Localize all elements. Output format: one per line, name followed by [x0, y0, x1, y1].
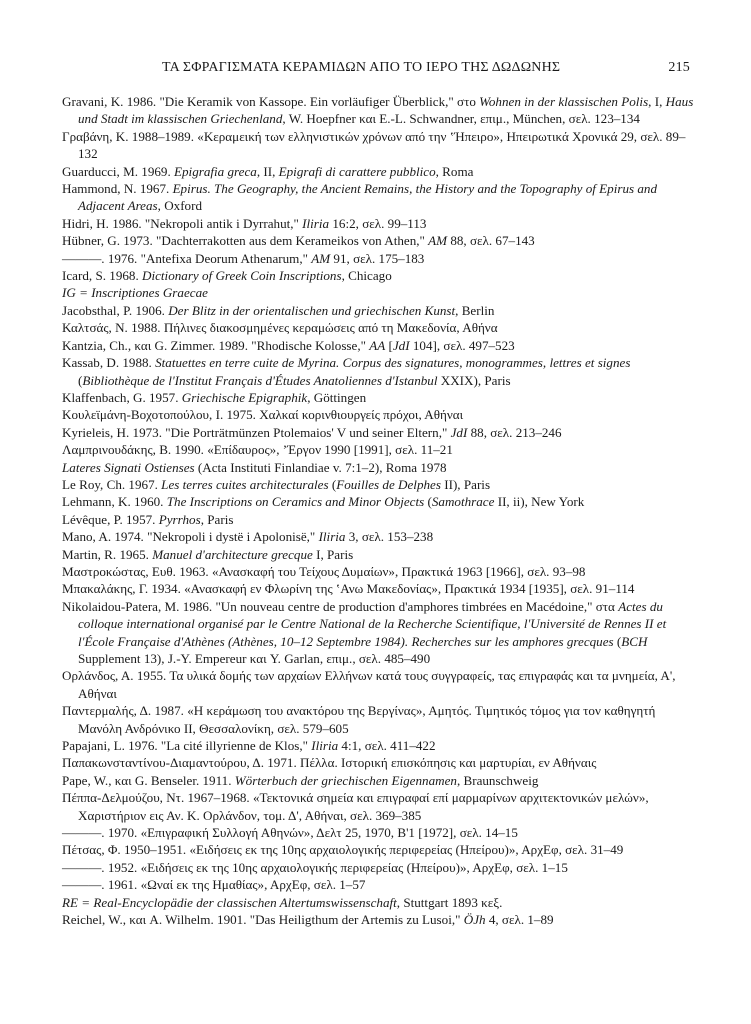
entry-text: Guarducci, M. 1969. [62, 163, 175, 179]
entry-italic-text: Der Blitz in der orientalischen und griechischen Kunst [168, 302, 456, 318]
bibliography-entry [62, 250, 694, 267]
entry-text: , I, [648, 94, 666, 109]
entry-italic-text: Actes du colloque international organisé par le Centre National de la Recherche Scientifique, l'Université de Rennes II et l'École Française d'Athènes (Athènes, 10–12 Septembre 1984). Recherches sur les amphores grecques [78, 598, 667, 649]
bibliography-entry [62, 389, 694, 406]
entry-text: 91, σελ. 175–183 [330, 250, 425, 266]
entry-italic-text: Samothrace [431, 494, 495, 510]
bibliography-entry [62, 284, 694, 301]
entry-text: Lévêque, P. 1957. [62, 511, 159, 527]
bibliography-entry [62, 737, 694, 754]
bibliography-entry [62, 841, 694, 858]
entry-text: Μπακαλάκης, Γ. 1934. «Ανασκαφή εν Φλωρίνη της ʽΑνω Μακεδονίας», Πρακτικά 1934 [1935], σελ. 91–114 [62, 581, 635, 597]
entry-text: Παπακωνσταντίνου-Διαμαντούρου, Δ. 1971. Πέλλα. Ιστορική επισκόπησις και μαρτυρίαι, εν Αθήναις [62, 755, 597, 771]
entry-text: 16:2, σελ. 99–113 [329, 215, 427, 231]
bibliography-entry [62, 772, 694, 789]
bibliography-entry [62, 232, 694, 249]
entry-text: 4, σελ. 1–89 [485, 912, 554, 928]
entry-italic-text: AM [311, 250, 331, 266]
entry-text: Καλτσάς, Ν. 1988. Πήλινες διακοσμημένες κεραμώσεις από τη Μακεδονία, Αθήνα [62, 320, 498, 336]
entry-text: ———. 1952. «Ειδήσεις εκ της 10ης αρχαιολογικής περιφερείας (Ηπείρου)», ΑρχΕφ, σελ. 1–15 [62, 859, 568, 875]
bibliography-entry [62, 128, 694, 163]
bibliography-entry [62, 667, 694, 702]
bibliography-entry [62, 163, 694, 180]
entry-text: Supplement 13), J.-Y. Empereur και Y. Garlan, επιμ., σελ. 485–490 [78, 651, 431, 666]
bibliography-entry [62, 789, 694, 824]
running-title: ΤΑ ΣΦΡΑΓΙΣΜΑΤΑ ΚΕΡΑΜΙΔΩΝ ΑΠΟ ΤΟ ΙΕΡΟ ΤΗΣ ΔΩΔΩΝΗΣ [162, 60, 561, 75]
entry-italic-text: Griechische Epigraphik [181, 389, 308, 405]
entry-italic-text: Statuettes en terre cuite de Myrina. Corpus des signatures, monogrammes, lettres et signes [155, 355, 631, 371]
entry-text: Hidri, H. 1986. "Nekropoli antik i Dyrrahut," [62, 215, 303, 231]
bibliography-entry [62, 911, 694, 928]
entry-italic-text: JdI [450, 424, 468, 440]
entry-text: Reichel, W., και A. Wilhelm. 1901. "Das Heiligthum der Artemis zu Lusoi," [62, 912, 464, 928]
bibliography-entry [62, 406, 694, 423]
entry-text: Hübner, G. 1973. "Dachterrakotten aus dem Kerameikos von Athen," [62, 233, 429, 249]
entry-text: 3, σελ. 153–238 [345, 529, 434, 545]
entry-text: Παντερμαλής, Δ. 1987. «Η κεράμωση του ανακτόρου της Βεργίνας», Αμητός. Τιμητικός τόμος για τον καθηγητή Μανόλη Ανδρόνικο ΙΙ, Θεσσαλονίκη, σελ. 579–605 [62, 703, 656, 736]
entry-text: II), Paris [440, 476, 491, 492]
entry-text: Kassab, D. 1988. [62, 355, 156, 371]
bibliography-entry [62, 563, 694, 580]
bibliography-entry [62, 528, 694, 545]
bibliography-entry [62, 337, 694, 354]
entry-italic-text: Fouilles de Delphes [336, 476, 441, 492]
bibliography-entry [62, 546, 694, 563]
bibliography-entry [62, 859, 694, 876]
bibliography-entry [62, 894, 694, 911]
entry-text: , Chicago [341, 268, 392, 284]
entry-text: ( [613, 633, 622, 649]
entry-text: Hammond, N. 1967. [62, 181, 173, 197]
bibliography-entry [62, 215, 694, 232]
bibliography-entry [62, 354, 694, 389]
entry-italic-text: IG = Inscriptiones Graecae [62, 285, 208, 301]
entry-text: Κουλεϊμάνη-Βοχοτοπούλου, Ι. 1975. Χαλκαί κορινθιουργείς πρόχοι, Αθήναι [62, 407, 464, 423]
entry-text: , Braunschweig [456, 772, 539, 788]
entry-text: I, Paris [312, 546, 354, 562]
bibliography-entry [62, 511, 694, 528]
bibliography-entry [62, 598, 694, 668]
entry-text: ( [424, 494, 432, 510]
entry-italic-text: BCH [621, 633, 648, 649]
entry-text: Icard, S. 1968. [62, 268, 143, 284]
page-header [162, 60, 690, 80]
entry-text: Gravani, K. 1986. "Die Keramik von Kassope. Ein vorläufiger Überblick," στο [62, 94, 480, 109]
entry-italic-text: Wörterbuch der griechischen Eigennamen [234, 772, 457, 788]
entry-italic-text: Wohnen in der klassischen Polis [479, 94, 649, 109]
entry-text: , Göttingen [307, 389, 367, 405]
entry-text: Lehmann, K. 1960. [62, 494, 167, 510]
entry-italic-text: RE = Real-Encyclopädie der classischen Altertumswissenschaft [62, 894, 397, 910]
bibliography-entry [62, 424, 694, 441]
bibliography-entry [62, 754, 694, 771]
entry-italic-text: Manuel d'architecture grecque [152, 546, 313, 562]
entry-text: ———. 1970. «Επιγραφική Συλλογή Αθηνών», Δελτ 25, 1970, Β'1 [1972], σελ. 14–15 [62, 825, 518, 841]
entry-italic-text: AA [369, 337, 386, 353]
entry-text: , W. Hoepfner και E.-L. Schwandner, επιμ., München, σελ. 123–134 [282, 111, 640, 127]
entry-text: Jacobsthal, P. 1906. [62, 302, 169, 318]
page-number: 215 [668, 60, 690, 75]
entry-text: II, ii), New York [494, 494, 585, 510]
entry-text: , Roma [435, 163, 474, 179]
entry-text: Pape, W., και G. Benseler. 1911. [62, 772, 235, 788]
entry-italic-text: JdI [392, 337, 410, 353]
entry-text: (Acta Instituti Finlandiae v. 7:1–2), Roma 1978 [194, 459, 447, 475]
bibliography-entry [62, 476, 694, 493]
bibliography-entry [62, 441, 694, 458]
entry-text: 88, σελ. 67–143 [447, 233, 535, 249]
entry-text: 4:1, σελ. 411–422 [338, 738, 436, 754]
entry-italic-text: Dictionary of Greek Coin Inscriptions [142, 268, 342, 284]
entry-text: XXIX), Paris [437, 372, 511, 388]
bibliography-entry [62, 459, 694, 476]
entry-text: Mano, A. 1974. "Nekropoli i dystë i Apolonisë," [62, 529, 319, 545]
entry-italic-text: Iliria [318, 529, 346, 545]
entry-text: , II, [256, 163, 279, 179]
bibliography-entry [62, 267, 694, 284]
entry-italic-text: Lateres Signati Ostienses [62, 459, 195, 475]
bibliography-entry [62, 580, 694, 597]
entry-italic-text: ÖJh [463, 912, 486, 928]
entry-text: 88, σελ. 213–246 [467, 424, 562, 440]
entry-text: Πέππα-Δελμούζου, Ντ. 1967–1968. «Τεκτονικά σημεία και επιγραφαί επί μαρμαρίνων αρχιτεκτονικών μελών», Χαριστήριον εις Αν. Κ. Ορλάνδον, τομ. Δ', Αθήναι, σελ. 369–385 [62, 790, 649, 823]
entry-text: Kantzia, Ch., και G. Zimmer. 1989. "Rhodische Kolosse," [62, 337, 370, 353]
entry-text: Klaffenbach, G. 1957. [62, 389, 182, 405]
entry-text: , Oxford [157, 198, 203, 214]
entry-text: Nikolaidou-Patera, M. 1986. "Un nouveau centre de production d'amphores timbrées en Macédoine," στα [62, 598, 619, 614]
entry-text: Ορλάνδος, Α. 1955. Τα υλικά δομής των αρχαίων Ελλήνων κατά τους συγγραφείς, τας επιγραφάς και τα μνημεία, Α', Αθήναι [62, 668, 676, 701]
entry-text: ———. 1961. «Ωναί εκ της Ημαθίας», ΑρχΕφ, σελ. 1–57 [62, 877, 366, 893]
entry-text: Papajani, L. 1976. "La cité illyrienne de Klos," [62, 738, 312, 754]
entry-text: ( [78, 372, 83, 388]
entry-italic-text: Epigrafi di carattere pubblico [278, 163, 436, 179]
entry-text: 104], σελ. 497–523 [409, 337, 515, 353]
entry-italic-text: Epirus. The Geography, the Ancient Remains, the History and the Topography of Epirus and Adjacent Areas [78, 181, 658, 214]
bibliography-entry [62, 702, 694, 737]
entry-italic-text: Les terres cuites architecturales [161, 476, 329, 492]
entry-italic-text: Bibliothèque de l'Institut Français d'Études Anatoliennes d'Istanbul [82, 372, 438, 388]
entry-text: ———. 1976. "Antefixa Deorum Athenarum," [62, 250, 312, 266]
entry-italic-text: The Inscriptions on Ceramics and Minor Objects [166, 494, 425, 510]
entry-text: [ [385, 337, 393, 353]
entry-text: Γραβάνη, Κ. 1988–1989. «Κεραμεική των ελληνιστικών χρόνων από την ʽΉπειρο», Ηπειρωτικά Χρονικά 29, σελ. 89–132 [62, 128, 686, 162]
entry-italic-text: Haus und Stadt im klassischen Griechenland [78, 94, 694, 127]
entry-text: Μαστροκώστας, Ευθ. 1963. «Ανασκαφή του Τείχους Δυμαίων», Πρακτικά 1963 [1966], σελ. 93–98 [62, 563, 586, 579]
bibliography-entry [62, 493, 694, 510]
bibliography-list [62, 93, 694, 929]
entry-text: , Berlin [455, 302, 495, 318]
entry-text: ( [328, 476, 337, 492]
entry-text: , Stuttgart 1893 κεξ. [396, 894, 503, 910]
bibliography-entry [62, 824, 694, 841]
entry-text: Martin, R. 1965. [62, 546, 153, 562]
bibliography-entry [62, 302, 694, 319]
entry-italic-text: AM [428, 233, 448, 249]
entry-italic-text: Epigrafia greca [174, 163, 257, 179]
bibliography-entry [62, 319, 694, 336]
entry-text: Le Roy, Ch. 1967. [62, 476, 162, 492]
entry-text: , Paris [200, 511, 234, 527]
bibliography-entry [62, 93, 694, 128]
entry-italic-text: Iliria [302, 215, 330, 231]
entry-text: Kyrieleis, H. 1973. "Die Porträtmünzen Ptolemaios' V und seiner Eltern," [62, 424, 451, 440]
bibliography-entry [62, 180, 694, 215]
entry-italic-text: Iliria [311, 738, 339, 754]
entry-text: Πέτσας, Φ. 1950–1951. «Ειδήσεις εκ της 10ης αρχαιολογικής περιφερείας (Ηπείρου)», ΑρχΕφ, σελ. 31–49 [62, 842, 624, 858]
entry-text: Λαμπρινουδάκης, Β. 1990. «Επίδαυρος», ʼΈργον 1990 [1991], σελ. 11–21 [62, 442, 453, 458]
entry-italic-text: Pyrrhos [158, 511, 201, 527]
bibliography-entry [62, 876, 694, 893]
